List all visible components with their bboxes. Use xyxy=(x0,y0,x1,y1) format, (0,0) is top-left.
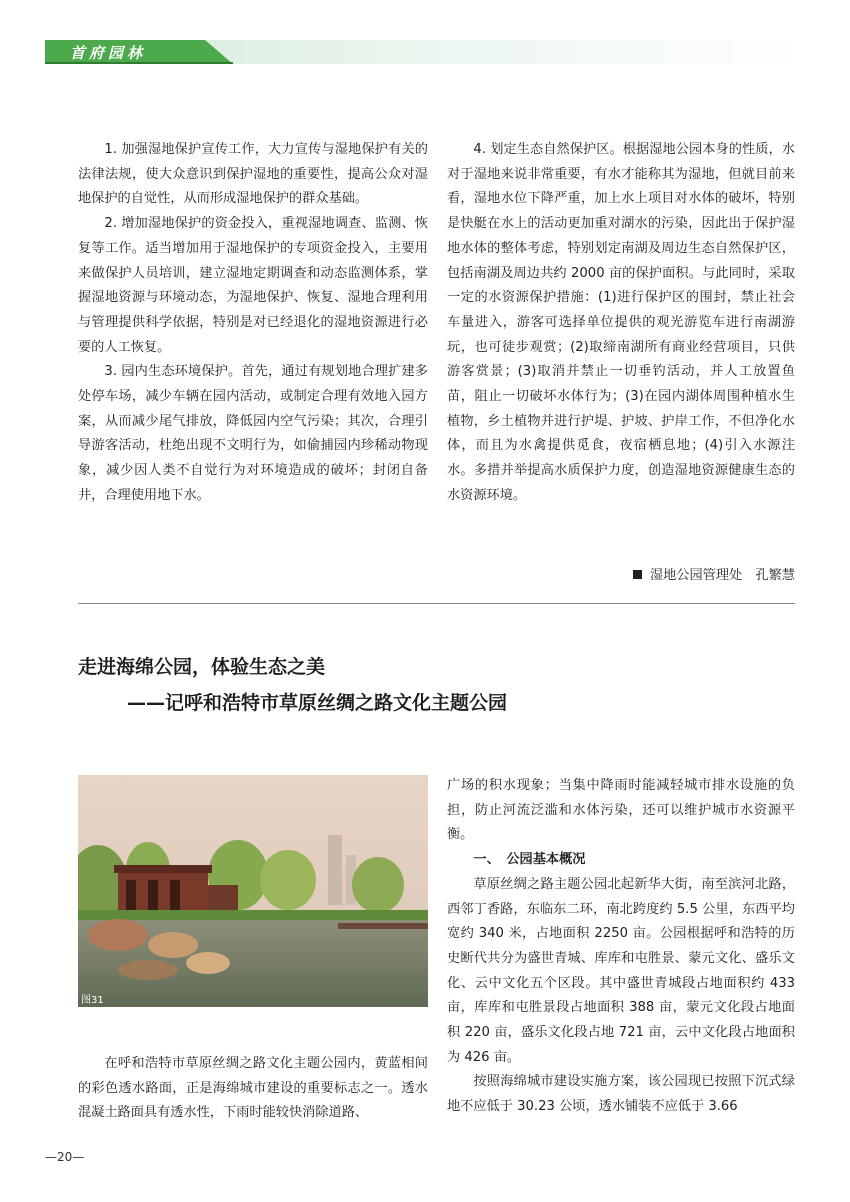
article-right-column xyxy=(447,774,795,1120)
square-bullet-icon xyxy=(633,570,642,579)
paragraph: 2. 增加湿地保护的资金投入，重视湿地调查、监测、恢复等工作。适当增加用于湿地保护的专项资金投入，主要用来做保护人员培训，建立湿地定期调查和动态监测体系，掌握湿地资源与环境动态，为湿地保护、恢复、湿地合理利用与管理提供科学依据，特别是对已经退化的湿地资源进行必要的人工恢复。 xyxy=(78,216,428,355)
paragraph: 草原丝绸之路主题公园北起新华大街，南至滨河北路，西邻丁香路，东临东二环，南北跨度约 5.5 公里，东西平均宽约 340 米，占地面积 2250 亩。公园根据呼和浩特的历史断代共分为盛世青城、库库和屯胜景、蒙元文化、盛乐文化、云中文化五个区段。其中盛世青城段占地面积约 433 亩，库库和屯胜景段占地面积 388 亩，蒙元文化段占地面积 220 亩，盛乐文化段占地 721 亩，云中文化段占地面积为 426 亩。 xyxy=(447,876,795,1065)
paragraph: 按照海绵城市建设实施方案，该公园现已按照下沉式绿地不应低于 30.23 公顷，透水铺装不应低于 3.66 xyxy=(447,1074,795,1115)
section-heading: 一、 公园基本概况 xyxy=(473,852,586,868)
page-number: —20— xyxy=(45,1150,85,1164)
header-title: 首府园林 xyxy=(70,44,147,62)
right-column xyxy=(447,138,795,509)
paragraph: 1. 加强湿地保护宣传工作，大力宣传与湿地保护有关的法律法规，使大众意识到保护湿地的重要性，提高公众对湿地保护的自觉性，从而形成湿地保护的群众基础。 xyxy=(78,142,428,207)
left-column xyxy=(78,138,428,509)
author-name: 湿地公园管理处 孔繁慧 xyxy=(649,568,795,583)
photo-label: 图31 xyxy=(81,995,104,1006)
article-title: 走进海绵公园，体验生态之美 xyxy=(78,656,326,678)
section-divider xyxy=(78,603,795,604)
article-left-column xyxy=(78,1052,428,1126)
article-subtitle: ——记呼和浩特市草原丝绸之路文化主题公园 xyxy=(127,692,508,714)
paragraph: 3. 园内生态环境保护。首先，通过有规划地合理扩建多处停车场，减少车辆在园内活动，或制定合理有效地入园方案，从而减少尾气排放，降低园内空气污染；其次，合理引导游客活动，杜绝出现不文明行为，如偷捕园内珍稀动物现象，减少因人类不自觉行为对环境造成的破坏；封闭自备井，合理使用地下水。 xyxy=(78,364,428,503)
paragraph: 4. 划定生态自然保护区。根据湿地公园本身的性质，水对于湿地来说非常重要，有水才能称其为湿地，但就目前来看，湿地水位下降严重，加上水上项目对水体的破坏，特别是快艇在水上的活动更加重对湖水的污染，因此出于保护湿地水体的整体考虑，特别划定南湖及周边生态自然保护区，包括南湖及周边共约 2000 亩的保护面积。与此同时，采取一定的水资源保护措施：(1)进行保护区的围封，禁止社会车量进入，游客可选择单位提供的观光游览车进行南湖游玩，也可徒步观赏；(2)取缔南湖所有商业经营项目，只供游客赏景；(3)取消并禁止一切垂钓活动，并人工放置鱼苗，阻止一切破坏水体行为；(3)在园内湖体周围种植水生植物，乡土植物并进行护堤、护坡、护岸工作，不但净化水体，而且为水禽提供觅食，夜宿栖息地；(4)引入水源注水。多措并举提高水质保护力度，创造湿地资源健康生态的水资源环境。 xyxy=(447,142,795,503)
author-line xyxy=(633,564,795,583)
paragraph: 在呼和浩特市草原丝绸之路文化主题公园内，黄蓝相间的彩色透水路面，正是海绵城市建设的重要标志之一。透水混凝土路面具有透水性，下雨时能较快消除道路、 xyxy=(78,1056,428,1121)
paragraph: 广场的积水现象；当集中降雨时能减轻城市排水设施的负担，防止河流泛滥和水体污染，还可以维护城市水资源平衡。 xyxy=(447,778,795,843)
park-photo xyxy=(78,775,428,1007)
